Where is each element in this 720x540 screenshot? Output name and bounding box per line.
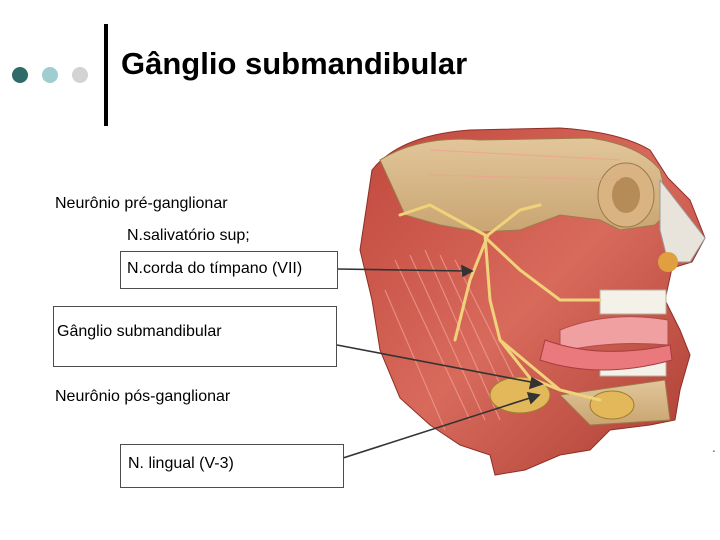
label-submandibular-ganglion: Gânglio submandibular (57, 323, 222, 340)
slide-title: Gânglio submandibular (121, 46, 468, 81)
box-submandibular-ganglion (53, 306, 337, 367)
label-chorda-tympani: N.corda do tímpano (VII) (127, 260, 303, 277)
label-pre-ganglionic: Neurônio pré-ganglionar (55, 195, 228, 212)
label-post-ganglionic: Neurônio pós-ganglionar (55, 388, 231, 405)
label-salivatory-nucleus: N.salivatório sup; (127, 227, 250, 244)
svg-text:.: . (712, 441, 716, 455)
box-lingual-nerve (120, 444, 344, 488)
box-chorda-tympani (120, 251, 338, 289)
label-lingual-nerve: N. lingual (V-3) (128, 455, 234, 472)
